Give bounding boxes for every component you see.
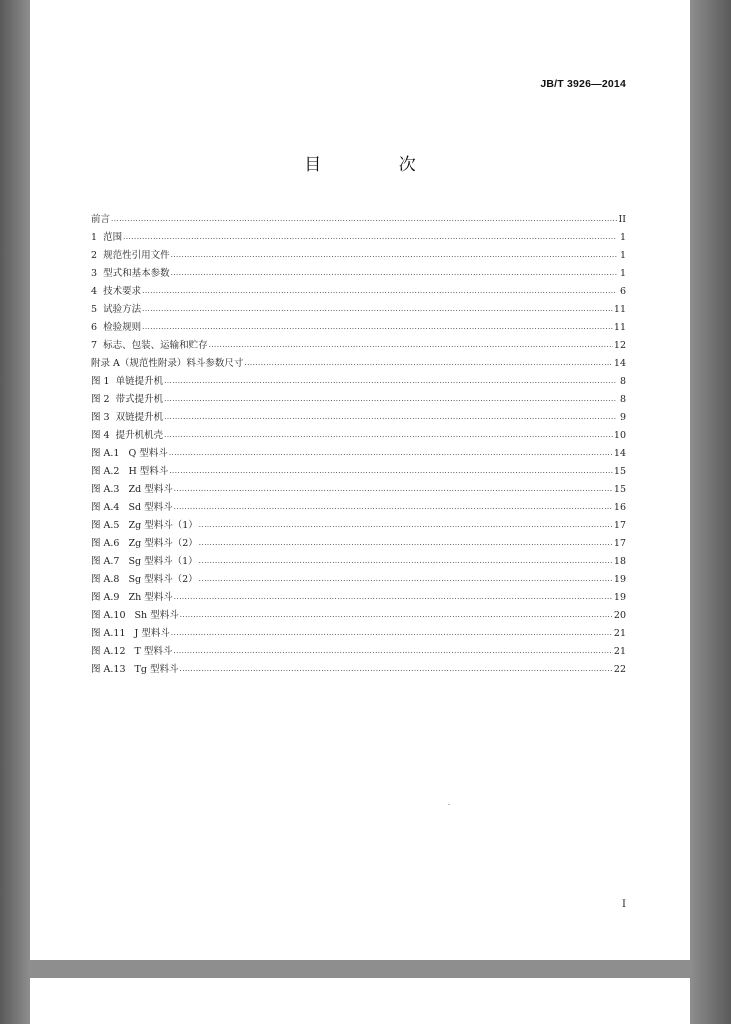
toc-entry-label: 图 A.2 H 型料斗 (91, 465, 169, 477)
toc-leader-dots (164, 378, 617, 386)
toc-entry-page: 1 (619, 249, 626, 261)
toc-entry-page: 15 (613, 483, 626, 495)
toc-entry[interactable] (91, 260, 626, 278)
toc-entry-page: 21 (613, 627, 626, 639)
toc-entry[interactable] (91, 350, 626, 368)
toc-entry[interactable] (91, 512, 626, 530)
toc-entry-page: 17 (613, 537, 626, 549)
toc-leader-dots (164, 432, 613, 440)
toc-entry-label: 1 范围 (91, 231, 123, 243)
toc-leader-dots (171, 630, 613, 638)
toc-entry[interactable] (91, 620, 626, 638)
toc-entry-page: 15 (613, 465, 626, 477)
toc-entry-page: 1 (619, 267, 626, 279)
toc-entry-page: 17 (613, 519, 626, 531)
toc-leader-dots (111, 216, 617, 224)
toc-entry-label: 图 A.5 Zg 型料斗（1） (91, 519, 198, 531)
toc-entry-label: 图 A.6 Zg 型料斗（2） (91, 537, 198, 549)
toc-entry[interactable] (91, 314, 626, 332)
toc-entry[interactable] (91, 584, 626, 602)
toc-leader-dots (171, 270, 617, 278)
toc-leader-dots (174, 486, 613, 494)
toc-entry-label: 图 4 提升机机壳 (91, 429, 164, 441)
toc-entry-page: 10 (613, 429, 626, 441)
toc-leader-dots (244, 360, 613, 368)
toc-leader-dots (209, 342, 613, 350)
toc-entry[interactable] (91, 206, 626, 224)
toc-entry[interactable] (91, 458, 626, 476)
toc-entry-label: 图 2 带式提升机 (91, 393, 164, 405)
toc-leader-dots (174, 594, 613, 602)
toc-entry-page: 19 (613, 573, 626, 585)
toc-entry-label: 图 A.11 J 型料斗 (91, 627, 170, 639)
toc-leader-dots (142, 306, 613, 314)
toc-entry[interactable] (91, 296, 626, 314)
toc-entry-page: 22 (613, 663, 626, 675)
toc-entry-label: 图 A.12 T 型料斗 (91, 645, 173, 657)
toc-entry-label: 4 技术要求 (91, 285, 142, 297)
toc-entry[interactable] (91, 494, 626, 512)
toc-entry-label: 7 标志、包装、运输和贮存 (91, 339, 208, 351)
toc-entry-label: 图 A.3 Zd 型料斗 (91, 483, 173, 495)
toc-entry-label: 图 A.9 Zh 型料斗 (91, 591, 173, 603)
toc-entry-page: 12 (613, 339, 626, 351)
toc-entry[interactable] (91, 638, 626, 656)
toc-entry[interactable] (91, 386, 626, 404)
toc-entry[interactable] (91, 332, 626, 350)
toc-entry-page: 8 (619, 375, 626, 387)
toc-leader-dots (142, 324, 613, 332)
toc-entry-page: 20 (613, 609, 626, 621)
toc-leader-dots (199, 576, 613, 584)
toc-entry-label: 图 1 单链提升机 (91, 375, 164, 387)
toc-leader-dots (169, 450, 613, 458)
toc-entry[interactable] (91, 278, 626, 296)
toc-entry-page: 18 (613, 555, 626, 567)
toc-leader-dots (173, 648, 613, 656)
toc-entry-page: 21 (613, 645, 626, 657)
toc-entry-label: 图 A.8 Sg 型料斗（2） (91, 573, 198, 585)
toc-entry-page: 11 (613, 321, 626, 333)
toc-entry-page: 16 (613, 501, 626, 513)
next-page-edge (30, 978, 690, 1024)
toc-entry-label: 图 A.10 Sh 型料斗 (91, 609, 179, 621)
toc-entry-page: 8 (619, 393, 626, 405)
toc-leader-dots (142, 288, 617, 296)
toc-entry[interactable] (91, 530, 626, 548)
page-number: I (622, 899, 626, 910)
toc-entry[interactable] (91, 368, 626, 386)
toc-entry-label: 图 A.4 Sd 型料斗 (91, 501, 173, 513)
toc-leader-dots (199, 522, 613, 530)
toc-entry[interactable] (91, 548, 626, 566)
toc-entry-page: 6 (619, 285, 626, 297)
toc-entry[interactable] (91, 242, 626, 260)
toc-entry-label: 附录 A（规范性附录）料斗参数尺寸 (91, 357, 244, 369)
toc-entry-page: 11 (613, 303, 626, 315)
toc-entry[interactable] (91, 404, 626, 422)
toc-entry-label: 图 A.1 Q 型料斗 (91, 447, 168, 459)
toc-leader-dots (180, 666, 613, 674)
toc-entry[interactable] (91, 224, 626, 242)
toc-leader-dots (199, 558, 613, 566)
toc-leader-dots (174, 504, 613, 512)
toc-entry-label: 图 3 双链提升机 (91, 411, 164, 423)
document-page (30, 0, 690, 960)
toc-leader-dots (180, 612, 613, 620)
toc-entry[interactable] (91, 656, 626, 674)
table-of-contents (91, 206, 626, 674)
toc-leader-dots (169, 468, 613, 476)
toc-entry-page: 14 (613, 447, 626, 459)
toc-entry-page: 19 (613, 591, 626, 603)
toc-entry-page: 9 (619, 411, 626, 423)
toc-entry[interactable] (91, 602, 626, 620)
toc-entry-label: 图 A.13 Tg 型料斗 (91, 663, 179, 675)
toc-entry-label: 6 检验规则 (91, 321, 142, 333)
toc-leader-dots (199, 540, 613, 548)
toc-entry-label: 3 型式和基本参数 (91, 267, 170, 279)
toc-entry-page: 14 (613, 357, 626, 369)
toc-entry-label: 5 试验方法 (91, 303, 142, 315)
toc-leader-dots (123, 234, 617, 242)
toc-entry-label: 前言 (91, 213, 111, 225)
toc-leader-dots (171, 252, 617, 260)
toc-entry[interactable] (91, 566, 626, 584)
toc-entry-page: II (618, 213, 626, 225)
toc-leader-dots (164, 396, 617, 404)
toc-entry-label: 2 规范性引用文件 (91, 249, 170, 261)
toc-entry-label: 图 A.7 Sg 型料斗（1） (91, 555, 198, 567)
toc-entry[interactable] (91, 440, 626, 458)
toc-entry[interactable] (91, 476, 626, 494)
toc-title: 目 次 (304, 155, 452, 175)
toc-entry[interactable] (91, 422, 626, 440)
document-code: JB/T 3926—2014 (540, 78, 626, 90)
scan-speck (448, 804, 450, 805)
toc-leader-dots (164, 414, 617, 422)
toc-entry-page: 1 (619, 231, 626, 243)
